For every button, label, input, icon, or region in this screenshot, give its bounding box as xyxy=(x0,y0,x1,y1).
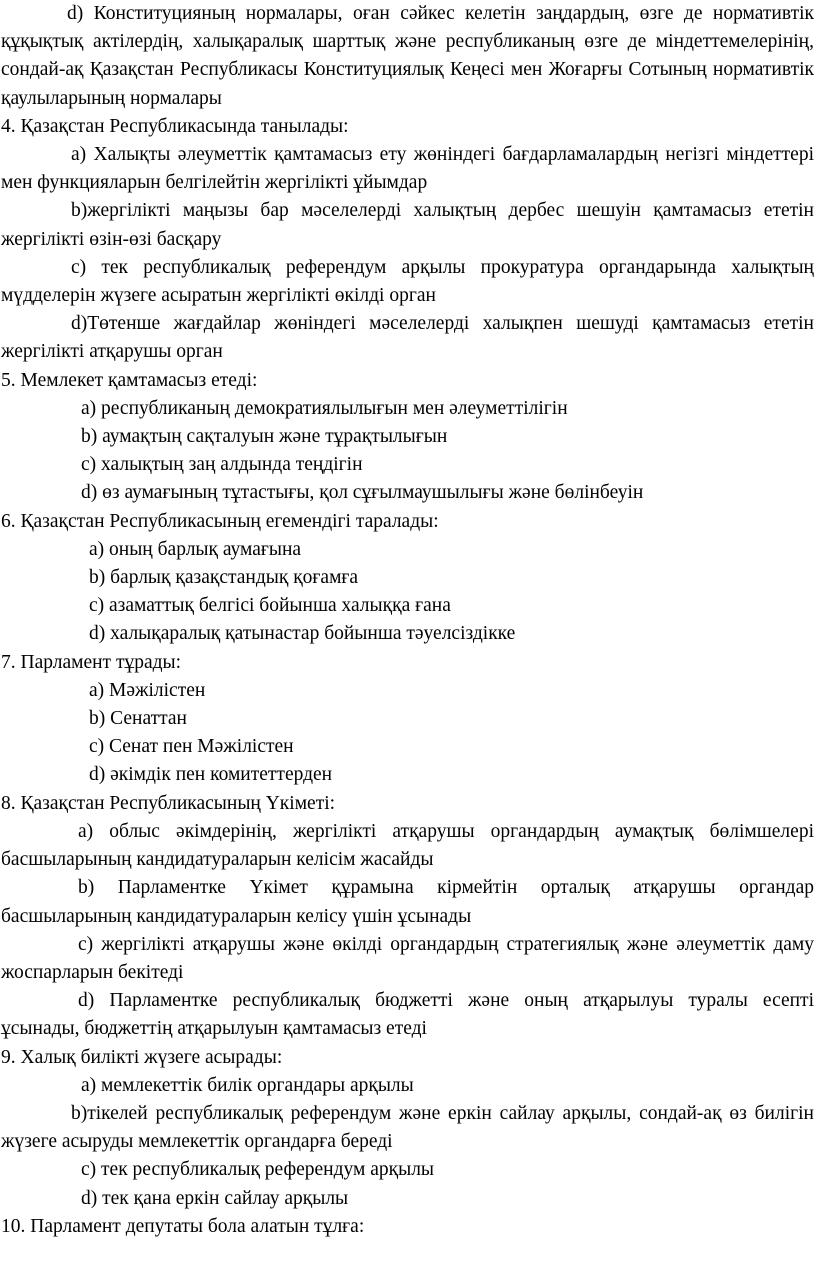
option-b: b) барлық қазақстандық қоғамға xyxy=(89,567,359,589)
question-4 xyxy=(1,113,814,367)
question-7 xyxy=(1,649,814,790)
option-b: b) Сенаттан xyxy=(89,708,187,730)
question-9 xyxy=(1,1044,814,1213)
question-title: 6. Қазақстан Республикасының егемендігі таралады: xyxy=(1,510,439,532)
option-d: d)Төтенше жағдайлар жөніндегі мәселелерді халықпен шешуді қамтамасыз ететін жергілікті атқарушы орган xyxy=(1,313,814,363)
option-a: a) облыс әкімдерінің, жергілікті атқарушы органдардың аумақтық бөлімшелері басшыларының кандидатураларын келісім жасайды xyxy=(1,820,814,871)
option-d: d) тек қана еркін сайлау арқылы xyxy=(81,1187,349,1209)
option-c: c) Сенат пен Мәжілістен xyxy=(89,736,294,758)
option-b: b) Парламентке Үкімет құрамына кірмейтін орталық атқарушы органдар басшыларының кандидатураларын келісу үшін ұсынады xyxy=(1,877,814,927)
question-5 xyxy=(1,367,814,508)
option-c: c) азаматтық белгісі бойынша халыққа ғана xyxy=(89,595,451,617)
option-d: d) өз аумағының тұтастығы, қол сұғылмаушылығы және бөлінбеуін xyxy=(81,482,644,504)
question-title: 10. Парламент депутаты бола алатын тұлға: xyxy=(1,1215,365,1237)
option-a: a) мемлекеттік билік органдары арқылы xyxy=(81,1074,414,1096)
question-6 xyxy=(1,508,814,649)
option-c: c) жергілікті атқарушы және өкілді органдардың стратегиялық және әлеуметтік даму жоспарларын бекітеді xyxy=(1,933,814,983)
question-title: 8. Қазақстан Республикасының Үкіметі: xyxy=(1,792,336,814)
intro-option: d) Конституцияның нормалары, оған сәйкес келетін заңдардың, өзге де нормативтік құқықтық актілердің, халықаралық шарттық және республиканың өзге де міндеттемелерінің, сондай-ақ Қазақстан Республикасы Конституциялық Кеңесі мен Жоғарғы Сотының нормативтік қаулыларының нормалары xyxy=(1,3,814,109)
option-a: a) Мәжілістен xyxy=(89,679,206,701)
option-c: c) тек республикалық референдум арқылы прокуратура органдарында халықтың мүдделерін жүзеге асыратын жергілікті өкілді орган xyxy=(1,256,814,307)
option-b: b)тікелей республикалық референдум және еркін сайлау арқылы, сондай-ақ өз билігін жүзеге асыруды мемлекеттік органдарға береді xyxy=(1,1102,814,1153)
question-title: 7. Парламент тұрады: xyxy=(1,651,182,673)
option-c: c) тек республикалық референдум арқылы xyxy=(81,1159,435,1181)
question-title: 4. Қазақстан Республикасында танылады: xyxy=(1,115,349,137)
option-c: c) халықтың заң алдында теңдігін xyxy=(81,454,363,476)
option-a: a) Халықты әлеуметтік қамтамасыз ету жөніндегі бағдарламалардың негізгі міндеттері мен функцияларын белгілейтін жергілікті ұйымдар xyxy=(1,144,814,194)
question-8 xyxy=(1,790,814,1044)
option-d: d) халықаралық қатынастар бойынша тәуелсіздікке xyxy=(89,623,516,645)
question-title: 5. Мемлекет қамтамасыз етеді: xyxy=(1,369,258,391)
option-b: b)жергілікті маңызы бар мәселелерді халықтың дербес шешуін қамтамасыз ететін жергілікті өзін-өзі басқару xyxy=(1,200,814,250)
option-a: a) оның барлық аумағына xyxy=(89,538,302,560)
option-d: d) Парламентке республикалық бюджетті және оның атқарылуы туралы есепті ұсынады, бюджеттің атқарылуын қамтамасыз етеді xyxy=(1,990,814,1040)
question-10 xyxy=(1,1213,814,1241)
option-b: b) аумақтың сақталуын және тұрақтылығын xyxy=(81,426,448,448)
question-title: 9. Халық билікті жүзеге асырады: xyxy=(1,1046,283,1068)
option-a: a) республиканың демократиялылығын мен әлеуметтілігін xyxy=(81,397,568,419)
option-d: d) әкімдік пен комитеттерден xyxy=(89,764,333,786)
